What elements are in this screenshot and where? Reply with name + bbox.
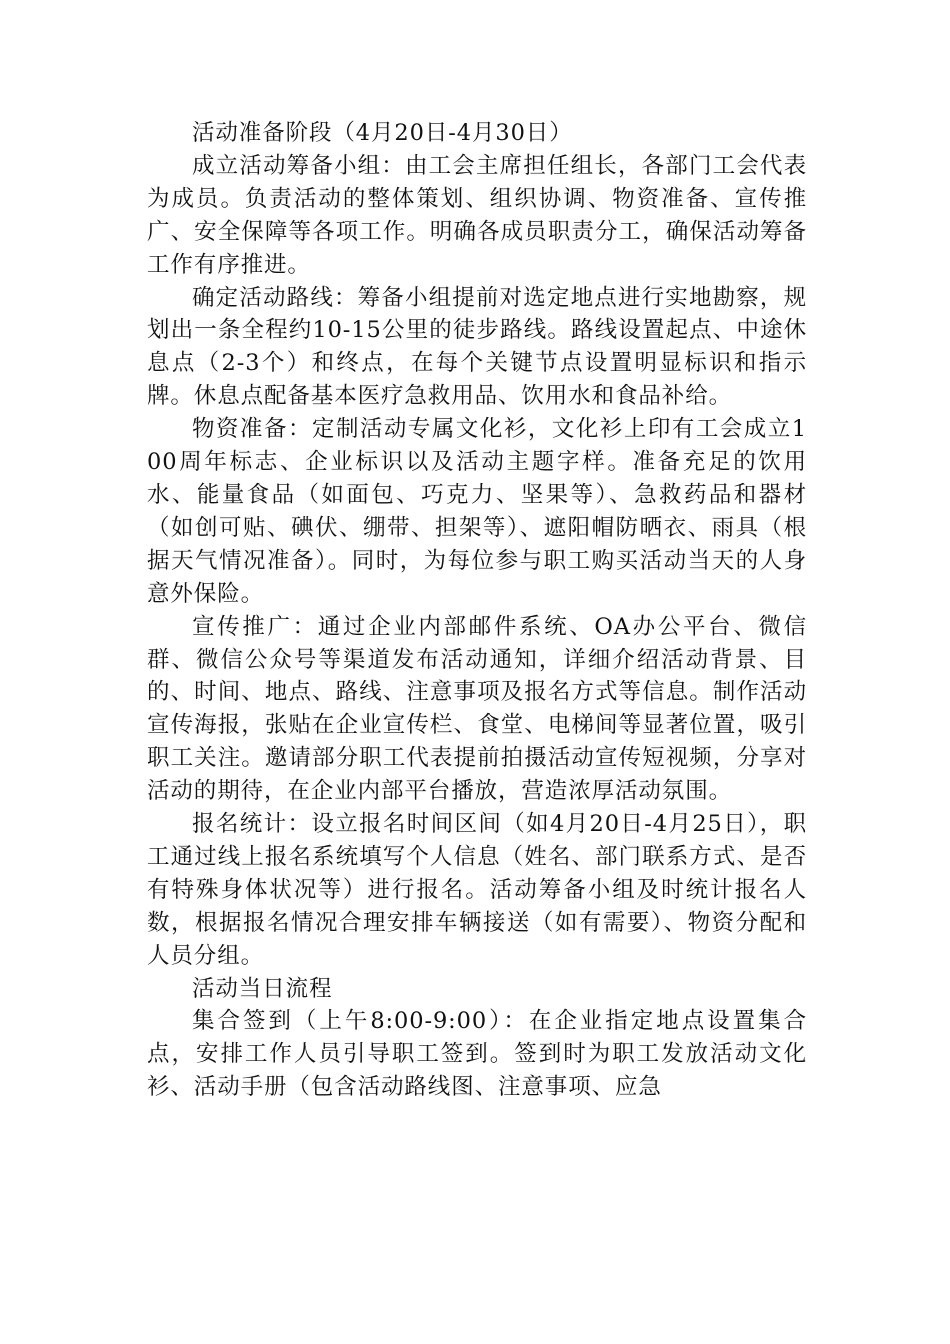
section-heading-preparation: 活动准备阶段（4月20日-4月30日）	[192, 120, 573, 146]
section-heading-event-day: 活动当日流程	[192, 975, 333, 1002]
paragraph-check-in: 集合签到（上午8:00-9:00）：在企业指定地点设置集合点，安排工作人员引导职工签到。签到时为职工发放活动文化衫、活动手册（包含活动路线图、注意事项、应急	[147, 1008, 807, 1101]
paragraph-planning-team: 成立活动筹备小组：由工会主席担任组长，各部门工会代表为成员。负责活动的整体策划、组织协调、物资准备、宣传推广、安全保障等各项工作。明确各成员职责分工，确保活动筹备工作有序推进。	[147, 152, 807, 278]
paragraph-supplies: 物资准备：定制活动专属文化衫，文化衫上印有工会成立100周年标志、企业标识以及活动主题字样。准备充足的饮用水、能量食品（如面包、巧克力、坚果等）、急救药品和器材（如创可贴、碘伏、绷带、担架等）、遮阳帽防晒衣、雨具（根据天气情况准备）。同时，为每位参与职工购买活动当天的人身意外保险。	[147, 416, 807, 607]
paragraph-promotion: 宣传推广：通过企业内部邮件系统、OA办公平台、微信群、微信公众号等渠道发布活动通知，详细介绍活动背景、目的、时间、地点、路线、注意事项及报名方式等信息。制作活动宣传海报，张贴在企业宣传栏、食堂、电梯间等显著位置，吸引职工关注。邀请部分职工代表提前拍摄活动宣传短视频，分享对活动的期待，在企业内部平台播放，营造浓厚活动氛围。	[147, 613, 807, 805]
paragraph-route: 确定活动路线：筹备小组提前对选定地点进行实地勘察，规划出一条全程约10-15公里的徒步路线。路线设置起点、中途休息点（2-3个）和终点，在每个关键节点设置明显标识和指示牌。休息点配备基本医疗急救用品、饮用水和食品补给。	[147, 284, 807, 410]
document-page	[147, 117, 807, 1104]
paragraph-registration: 报名统计：设立报名时间区间（如4月20日-4月25日），职工通过线上报名系统填写个人信息（姓名、部门联系方式、是否有特殊身体状况等）进行报名。活动筹备小组及时统计报名人数，根据报名情况合理安排车辆接送（如有需要）、物资分配和人员分组。	[147, 811, 807, 969]
